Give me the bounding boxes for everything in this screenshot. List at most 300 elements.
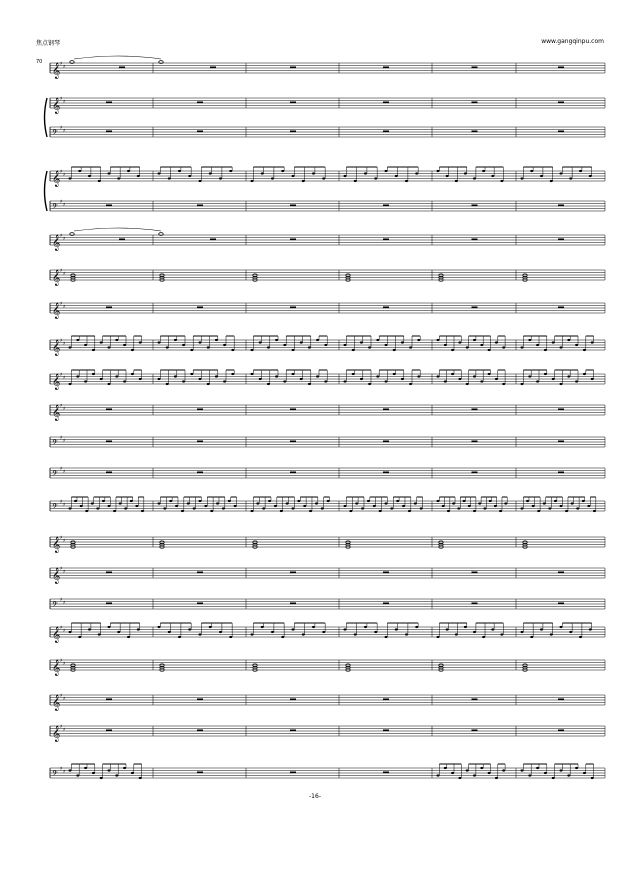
note-head [76,774,79,776]
whole-rest [558,699,564,701]
note-head [473,177,476,179]
note-head [451,349,454,351]
note-head [158,626,161,628]
note-head [502,346,505,348]
note-head [480,767,483,769]
note-head [385,502,388,504]
note-head [130,500,133,502]
sharp-icon: ♯ [60,693,63,699]
sharp-icon: ♯ [63,696,66,702]
whole-rest [472,307,478,309]
note-head [85,510,88,512]
sharp-icon: ♯ [63,538,66,544]
note-head [92,772,95,774]
whole-rest [290,205,296,207]
note-head [312,626,315,628]
whole-rest [472,67,478,69]
note-head [401,341,404,343]
sharp-icon: ♯ [60,499,63,505]
staff-5 [50,199,605,213]
sharp-icon: ♯ [63,99,66,105]
note-head [478,502,481,504]
whole-rest [558,67,564,69]
note-head [316,375,319,377]
note-head [199,633,202,635]
sharp-icon: ♯ [63,502,66,508]
whole-rest [197,572,203,574]
note-head [108,383,111,385]
brace-icon [45,171,48,211]
whole-rest [383,572,389,574]
note-head [446,175,449,177]
note-head [108,769,111,771]
bass-clef-icon: 𝄢 [52,129,58,139]
note-head [361,507,364,509]
note-head [466,346,469,348]
sharp-icon: ♯ [63,438,66,444]
note-head [312,172,315,174]
note-head [376,375,379,377]
note-head [127,636,130,638]
tie [74,228,161,231]
note-head [283,344,286,346]
note-head [463,500,466,502]
note-head [458,777,461,779]
note-head [544,373,547,375]
note-head [500,633,503,635]
note-head [178,636,181,638]
note-head [256,502,259,504]
note-head [123,380,126,382]
note-head [466,383,469,385]
whole-rest [558,409,564,411]
note-head [499,510,502,512]
header-right-url: www.gangqinpu.com [541,38,604,45]
whole-rest [197,472,203,474]
note-head [281,636,284,638]
note-head [187,502,190,504]
whole-rest [558,205,564,207]
note-head [262,507,265,509]
sharp-icon: ♯ [60,597,63,603]
note-head [181,510,184,512]
note-head [521,383,524,385]
note-head [575,380,578,382]
staff-14 [50,497,605,513]
whole-rest [197,409,203,411]
note-head [536,380,539,382]
staff-10 [50,370,605,390]
note-head [251,633,254,635]
note-head [297,500,300,502]
note-head [231,373,234,375]
note-head [100,378,103,380]
note-head [281,170,284,172]
whole-rest [119,239,125,241]
note-head [374,177,377,179]
note-head [223,344,226,346]
note-head [80,505,83,507]
note-head [537,510,540,512]
note-head [473,339,476,341]
whole-rest [472,472,478,474]
note-head [158,172,161,174]
note-head [108,346,111,348]
note-head [393,349,396,351]
whole-rest [472,699,478,701]
note-head [482,636,485,638]
note-head [117,631,120,633]
note-head [69,507,72,509]
note-head [451,772,454,774]
note-head [209,172,212,174]
sharp-icon: ♯ [60,566,63,572]
treble-clef-icon: 𝄞 [52,568,61,584]
note-head [315,502,318,504]
note-head [491,628,494,630]
whole-rest [210,239,216,241]
note-head [259,378,262,380]
whole-rest [197,307,203,309]
note-head [569,631,572,633]
note-head [567,339,570,341]
note-head [552,777,555,779]
note-head [124,507,127,509]
note-head [251,373,254,375]
note-head [223,380,226,382]
note-head [182,380,185,382]
note-head [108,626,111,628]
note-head [355,502,358,504]
note-head [302,180,305,182]
note-head [526,500,529,502]
note-head [102,500,105,502]
note-head [360,378,363,380]
whole-rest [197,205,203,207]
whole-rest [106,205,112,207]
treble-clef-icon: 𝄞 [52,98,61,114]
note-head [415,172,418,174]
note-head [452,502,455,504]
note-head [495,777,498,779]
whole-rest [558,603,564,605]
sharp-icon: ♯ [63,271,66,277]
staff-17 [50,597,605,611]
note-head [119,502,122,504]
sharp-icon: ♯ [60,466,63,472]
note-head [502,769,505,771]
note-head [182,344,185,346]
note-head [530,170,533,172]
treble-clef-icon: 𝄞 [52,627,61,643]
note-head [131,349,134,351]
whole-rest [290,409,296,411]
note-head [280,510,283,512]
sharp-icon: ♯ [60,535,63,541]
staff-15 [50,535,605,553]
note-head [376,339,379,341]
whole-rest [558,131,564,133]
whole-rest [383,131,389,133]
whole-rest [472,131,478,133]
whole-rest [290,572,296,574]
whole-rest [383,307,389,309]
note-head [368,383,371,385]
note-head [199,341,202,343]
note-head [324,380,327,382]
note-head [131,772,134,774]
whole-rest [290,131,296,133]
note-head [395,628,398,630]
note-head [69,383,72,385]
whole-rest [290,239,296,241]
staff-18 [50,623,605,643]
note-head [283,380,286,382]
whole-rest [197,730,203,732]
sharp-icon: ♯ [63,769,66,775]
sharp-icon: ♯ [63,202,66,208]
whole-rest [383,472,389,474]
treble-clef-icon: 𝄞 [52,537,61,553]
note-head [302,633,305,635]
note-head [414,502,417,504]
note-head [259,341,262,343]
note-head [139,378,142,380]
note-head [292,507,295,509]
note-head [455,180,458,182]
note-head [76,339,79,341]
whole-rest [472,409,478,411]
note-head [322,631,325,633]
note-head [560,383,563,385]
sharp-icon: ♯ [63,469,66,475]
note-head [480,344,483,346]
note-head [405,633,408,635]
note-head [344,380,347,382]
note-head [207,383,210,385]
note-head [98,180,101,182]
whole-rest [106,102,112,104]
note-head [402,505,405,507]
note-head [415,626,418,628]
note-head [468,505,471,507]
note-head [444,380,447,382]
note-head [550,633,553,635]
treble-clef-icon: 𝄞 [52,695,61,711]
whole-rest [558,239,564,241]
sharp-icon: ♯ [60,199,63,205]
whole-rest [197,699,203,701]
note-head [267,383,270,385]
note-head [344,505,347,507]
note-head [446,628,449,630]
sharp-icon: ♯ [63,727,66,733]
note-head [210,510,213,512]
note-head [437,500,440,502]
bass-clef-icon: 𝄢 [52,601,58,611]
note-head [385,170,388,172]
note-head [464,172,467,174]
note-head [409,346,412,348]
note-head [228,500,231,502]
whole-rest [383,239,389,241]
treble-clef-icon: 𝄞 [52,340,61,356]
sharp-icon: ♯ [60,403,63,409]
note-head [565,510,568,512]
note-head [100,777,103,779]
note-head [204,505,207,507]
whole-rest [197,772,203,774]
whole-rest [383,409,389,411]
whole-rest [383,441,389,443]
sharp-icon: ♯ [60,372,63,378]
sharp-icon: ♯ [63,628,66,634]
note-head [491,175,494,177]
sharp-icon: ♯ [60,301,63,307]
whole-rest [472,603,478,605]
tie [74,56,161,59]
staff-1 [50,56,605,79]
note-head [466,769,469,771]
note-head [292,175,295,177]
treble-clef-icon: 𝄞 [52,405,61,421]
note-head [488,772,491,774]
note-head [286,502,289,504]
staff-2 [50,96,605,114]
note-head [78,636,81,638]
note-head [437,375,440,377]
note-head [458,341,461,343]
note-head [437,774,440,776]
note-head [234,505,237,507]
whole-rest [558,307,564,309]
treble-clef-icon: 𝄞 [52,270,61,286]
note-head [360,341,363,343]
note-head [543,502,546,504]
note-head [92,373,95,375]
note-head [583,373,586,375]
note-head [169,500,172,502]
sharp-icon: ♯ [60,724,63,730]
whole-rest [106,307,112,309]
note-head [69,177,72,179]
note-head [251,510,254,512]
note-head [554,500,557,502]
note-head [349,510,352,512]
staff-9 [50,336,605,356]
note-head [292,628,295,630]
note-head [409,383,412,385]
note-head [123,767,126,769]
note-head [502,383,505,385]
note-head [261,626,264,628]
note-head [591,378,594,380]
note-head [199,378,202,380]
bass-clef-icon: 𝄢 [52,439,58,449]
note-head [417,339,420,341]
note-head [473,774,476,776]
note-head [364,626,367,628]
note-head [395,175,398,177]
note-head [92,349,95,351]
note-head [108,172,111,174]
note-head [344,344,347,346]
whole-rest [558,102,564,104]
staff-7 [50,268,605,286]
measure-number: 70 [36,59,43,65]
whole-rest [197,102,203,104]
note-head [521,177,524,179]
staff-12 [50,435,605,449]
note-head [488,373,491,375]
note-head [442,505,445,507]
whole-rest [558,441,564,443]
note-head [591,341,594,343]
note-head [199,500,202,502]
whole-rest [558,472,564,474]
note-head [373,505,376,507]
whole-rest [383,772,389,774]
note-head [390,507,393,509]
note-head [222,507,225,509]
whole-rest [472,441,478,443]
whole-rest [290,307,296,309]
note-head [521,346,524,348]
note-head [267,346,270,348]
sharp-icon: ♯ [60,233,63,239]
note-head [437,636,440,638]
note-head [76,375,79,377]
staff-4 [50,167,605,187]
note-head [489,500,492,502]
whole-rest [106,699,112,701]
note-head [98,633,101,635]
staff-system [45,56,606,780]
whole-rest [119,67,125,69]
note-head [316,339,319,341]
note-head [215,375,218,377]
note-head [324,344,327,346]
bass-clef-icon: 𝄢 [52,203,58,213]
note-head [123,344,126,346]
note-head [579,170,582,172]
note-head [113,510,116,512]
note-head [571,502,574,504]
whole-rest [197,131,203,133]
note-head [385,636,388,638]
sharp-icon: ♯ [63,64,66,70]
note-head [139,777,142,779]
note-head [168,177,171,179]
sharp-icon: ♯ [60,125,63,131]
note-head [158,378,161,380]
note-head [494,505,497,507]
note-head [96,507,99,509]
whole-rest [290,699,296,701]
treble-clef-icon: 𝄞 [52,303,61,319]
whole-rest [383,730,389,732]
whole-rest [290,67,296,69]
brace-icon [45,98,48,137]
note-head [190,349,193,351]
whole-rest [472,572,478,574]
note-head [473,510,476,512]
note-head [91,502,94,504]
note-head [231,349,234,351]
sharp-icon: ♯ [63,341,66,347]
whole-rest [383,603,389,605]
note-head [528,375,531,377]
